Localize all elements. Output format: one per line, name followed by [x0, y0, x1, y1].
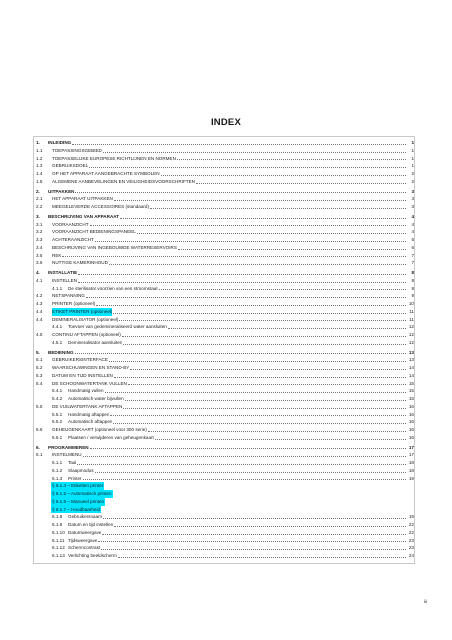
toc-entry-number: 4.5.1	[52, 339, 63, 345]
toc-leader-dots	[123, 344, 406, 345]
toc-entry-page: 1	[411, 140, 414, 145]
toc-entry[interactable]	[36, 213, 414, 221]
toc-entry-title: Handmatig aftappen	[68, 411, 110, 417]
toc-leader-dots	[161, 175, 406, 176]
toc-entry[interactable]	[36, 300, 414, 308]
toc-entry[interactable]	[36, 380, 414, 388]
toc-entry-page: 3	[411, 204, 414, 209]
toc-entry-page: 5	[411, 237, 414, 242]
toc-entry[interactable]	[36, 521, 414, 529]
toc-entry[interactable]	[36, 308, 414, 316]
toc-leader-dots	[123, 408, 406, 409]
toc-entry-page: 16	[408, 434, 414, 440]
toc-leader-dots	[102, 534, 406, 535]
toc-entry-title: Automatisch aftappen	[68, 419, 113, 425]
toc-entry[interactable]	[36, 506, 414, 514]
toc-entry[interactable]	[36, 277, 414, 285]
toc-entry-number: 3.6	[36, 260, 43, 266]
toc-entry-page: 16	[408, 411, 414, 417]
toc-entry[interactable]	[36, 372, 414, 380]
toc-entry[interactable]	[36, 188, 414, 196]
toc-entry-number: 5.6.1	[52, 434, 63, 440]
toc-entry-page: 23	[408, 545, 414, 551]
toc-entry-title: MEEGELEVERDE ACCESSOIRES (standaard)	[52, 204, 150, 209]
toc-entry-title: § 6.1.6 – Manueel printen	[52, 498, 105, 504]
toc-entry-title: Datumweergave	[68, 529, 102, 535]
toc-entry[interactable]	[36, 139, 414, 147]
toc-entry-page: 6	[411, 244, 414, 250]
toc-entry[interactable]	[36, 356, 414, 364]
toc-entry-page: 3	[411, 188, 414, 194]
toc-entry[interactable]	[36, 537, 414, 545]
toc-entry-title: Toevoer van gedemineraliseerd water aansluiten	[68, 324, 167, 330]
toc-entry-title: ALGEMENE AANBEVELINGEN EN VEILIGHEIDSVOORSCHRIFTEN	[52, 178, 195, 184]
toc-entry-page: 4	[411, 221, 414, 227]
toc-entry-page: 10	[408, 301, 414, 306]
toc-entry-page: 1	[411, 155, 414, 161]
toc-entry-page: 15	[408, 396, 414, 401]
toc-entry[interactable]	[36, 155, 414, 163]
toc-leader-dots	[86, 297, 406, 298]
toc-entry-title: TOEPASSINGSGEBIED	[52, 147, 102, 153]
toc-entry-page: 16	[408, 403, 414, 409]
toc-entry-number: 4.4	[36, 316, 43, 322]
toc-entry-title: § 6.1.5 – Automatisch printen	[52, 491, 112, 496]
toc-leader-dots	[83, 479, 406, 480]
toc-leader-dots	[109, 361, 406, 362]
toc-entry-title: DE SCHOONWATERTANK VULLEN	[52, 380, 127, 386]
toc-entry-title: BESCHRIJVING VAN INGEBOUWDE WATERRESERVOIRS	[52, 244, 177, 250]
toc-entry-page: 14	[408, 365, 414, 370]
toc-entry[interactable]	[36, 170, 414, 178]
toc-entry-number: 5.5.1	[52, 411, 63, 417]
toc-entry-title: Gebruikersnaam	[68, 514, 102, 520]
toc-leader-dots	[72, 144, 406, 145]
toc-entry-page: 3	[411, 196, 414, 202]
toc-leader-dots	[150, 208, 406, 209]
toc-entry[interactable]	[36, 482, 414, 490]
toc-entry-title: § 6.1.7 – Houdbaarheid	[52, 506, 101, 512]
toc-leader-dots	[90, 448, 406, 449]
toc-entry-title: Taal	[68, 460, 77, 465]
toc-entry-page: 1	[411, 163, 414, 169]
toc-entry-title: Plaatsen / verwijderen van geheugenkaart	[68, 434, 154, 440]
toc-entry[interactable]	[36, 252, 414, 260]
toc-entry-number: 5.5	[36, 403, 43, 409]
toc-entry[interactable]	[36, 221, 414, 229]
toc-entry-number: 6.	[36, 444, 40, 450]
toc-leader-dots	[120, 218, 406, 219]
toc-leader-dots	[118, 557, 406, 558]
toc-entry[interactable]	[36, 552, 414, 560]
toc-entry-title: § 6.1.4 – Etiketten printer	[52, 483, 104, 489]
toc-entry-number: 6.1.3	[52, 475, 63, 481]
toc-leader-dots	[114, 377, 406, 378]
toc-entry[interactable]	[36, 228, 414, 236]
toc-entry-title: VOORAANZICHT	[52, 221, 89, 227]
toc-entry-title: CONTINU AFTAPPEN (optioneel)	[52, 332, 121, 337]
toc-entry-title: INSTELMENU	[52, 452, 82, 458]
toc-entry-page: 7	[411, 260, 414, 266]
toc-entry-number: 3.5	[36, 252, 43, 258]
toc-entry-number: 3.1	[36, 221, 43, 227]
toc-entry-number: 2.	[36, 188, 40, 194]
toc-entry-title: PROGRAMMEREN	[48, 444, 89, 450]
toc-leader-dots	[101, 549, 406, 550]
toc-entry-number: 5.1	[36, 357, 43, 363]
toc-entry-number: 6.1.9	[52, 522, 63, 527]
toc-entry[interactable]	[36, 529, 414, 537]
toc-entry-number: 3.	[36, 213, 40, 219]
toc-leader-dots	[110, 415, 406, 416]
toc-leader-dots	[75, 353, 406, 354]
toc-entry[interactable]	[36, 467, 414, 475]
toc-entry-title: PRINTER (optioneel)	[52, 301, 96, 306]
toc-leader-dots	[113, 423, 406, 424]
toc-entry[interactable]	[36, 203, 414, 211]
toc-entry-page: 17	[408, 452, 414, 458]
toc-leader-dots	[125, 400, 406, 401]
toc-entry-title: Demineralisator aansluiten	[68, 339, 123, 345]
toc-entry[interactable]	[36, 331, 414, 339]
toc-entry-title: INLEIDING	[48, 140, 72, 145]
toc-entry[interactable]	[36, 544, 414, 552]
toc-leader-dots	[109, 264, 406, 265]
toc-entry-page: 23	[408, 537, 414, 543]
toc-entry[interactable]	[36, 269, 414, 277]
toc-entry-number: 6.1.2	[52, 467, 63, 473]
toc-entry-number: 4.3	[36, 301, 43, 306]
toc-entry-page: 16	[408, 427, 414, 432]
toc-entry-page: 8	[411, 277, 414, 283]
toc-entry-page: 15	[408, 380, 414, 386]
toc-leader-dots	[98, 541, 406, 542]
toc-entry-title: ETIKET PRINTER (optioneel)	[52, 308, 113, 314]
toc-entry-title: De sterilisator voorzien van een stroomstaat	[68, 285, 158, 291]
toc-entry-page: 14	[408, 372, 414, 378]
toc-entry-page: 19	[408, 475, 414, 481]
toc-entry-title: UITPAKKEN	[48, 188, 75, 194]
toc-entry-number: 4.4.1	[52, 324, 63, 330]
toc-entry-number: 5.	[36, 349, 40, 355]
toc-leader-dots	[78, 282, 406, 283]
toc-entry[interactable]	[36, 475, 414, 483]
toc-leader-dots	[103, 518, 406, 519]
toc-entry-title: DEMINERALISATOR (optioneel)	[52, 316, 119, 322]
toc-entry-number: 6.1.13	[52, 553, 65, 558]
toc-entry-title: Printer	[68, 475, 82, 481]
toc-entry-title: NUTTIGE KAMERINHOUD	[52, 260, 108, 266]
toc-leader-dots	[113, 313, 406, 314]
toc-leader-dots	[95, 472, 406, 473]
toc-entry-title: BESCHRIJVING VAN APPARAAT	[48, 213, 120, 219]
toc-entry[interactable]	[36, 244, 414, 252]
toc-entry-title: INSTELLEN	[52, 277, 78, 283]
toc-entry-number: 1.3	[36, 163, 43, 169]
toc-entry-page: 18	[408, 467, 414, 473]
toc-leader-dots	[103, 152, 406, 153]
toc-entry-title: VOORAANZICHT BEDIENINGSPANEEL	[52, 229, 136, 235]
toc-leader-dots	[77, 464, 406, 465]
toc-entry-title: Tijdsweergave	[68, 537, 98, 543]
toc-entry-number: 5.6	[36, 427, 43, 432]
toc-entry[interactable]	[36, 323, 414, 331]
toc-entry-title: Datum en tijd instellen	[68, 522, 114, 527]
toc-entry-page: 19	[408, 514, 414, 520]
toc-leader-dots	[90, 225, 406, 226]
toc-entry[interactable]	[36, 147, 414, 155]
toc-leader-dots	[78, 274, 406, 275]
toc-entry-title: INSTALLATIE	[48, 270, 78, 275]
toc-entry-number: 1.4	[36, 171, 43, 176]
toc-entry-title: NETSPANNING	[52, 293, 85, 299]
toc-entry-page: 4	[411, 229, 414, 235]
toc-entry[interactable]	[36, 162, 414, 170]
toc-entry-title: Handmatig vullen	[68, 388, 104, 394]
toc-entry-page: 1	[411, 147, 414, 153]
toc-entry-number: 4.5	[36, 332, 43, 337]
toc-entry-page: 18	[408, 460, 414, 465]
toc-entry-title: HET APPARAAT UITPAKKEN	[52, 196, 113, 202]
toc-leader-dots	[122, 336, 406, 337]
toc-leader-dots	[196, 183, 406, 184]
toc-entry[interactable]	[36, 418, 414, 426]
toc-leader-dots	[95, 241, 406, 242]
toc-leader-dots	[159, 289, 406, 290]
toc-entry[interactable]	[36, 426, 414, 434]
toc-entry-number: 4.2	[36, 293, 43, 299]
toc-entry-page: 17	[408, 444, 414, 450]
toc-entry-number: 5.4.2	[52, 396, 63, 401]
toc-entry-page: 11	[409, 308, 414, 314]
toc-entry-number: 5.3	[36, 372, 43, 378]
toc-entry-page: 15	[408, 388, 414, 394]
toc-entry-number: 6.1.10	[52, 529, 65, 535]
toc-entry-title: DE VUILWATERTANK AFTAPPEN	[52, 403, 123, 409]
toc-entry-number: 2.2	[36, 204, 43, 209]
toc-entry[interactable]	[36, 259, 414, 267]
toc-entry-number: 6.1.12	[52, 545, 65, 551]
toc-entry-title: ACHTERAANZICHT	[52, 237, 94, 242]
toc-entry-page: 22	[408, 522, 414, 527]
toc-leader-dots	[83, 456, 406, 457]
toc-entry-title: GEBRUIKSDOEL	[52, 163, 89, 169]
toc-entry-page: 12	[408, 324, 414, 330]
toc-entry-title: GEHEUGENKAART (optioneel voor 300 serie)	[52, 427, 147, 432]
toc-entry-number: 3.4	[36, 244, 43, 250]
toc-entry-number: 4.	[36, 270, 40, 275]
toc-leader-dots	[128, 384, 406, 385]
toc-leader-dots	[114, 526, 406, 527]
toc-entry-number: 4.4	[36, 308, 43, 314]
toc-entry-number: 6.1	[36, 452, 43, 458]
toc-entry[interactable]	[36, 178, 414, 186]
toc-entry-page: 2	[411, 178, 414, 184]
toc-entry-title: Automatisch water bijvullen	[68, 396, 124, 401]
toc-entry-number: 6.1.11	[52, 537, 65, 543]
toc-entry-title: BEDIENING	[48, 349, 74, 355]
toc-entry-title: REK	[52, 252, 62, 258]
toc-entry[interactable]	[36, 349, 414, 357]
toc-entry[interactable]	[36, 459, 414, 467]
toc-entry-number: 2.1	[36, 196, 43, 202]
toc-entry-page: 4	[411, 213, 414, 219]
toc-leader-dots	[75, 192, 406, 193]
toc-entry-title: OP HET APPARAAT AANGEBRACHTE SYMBOLEN	[52, 171, 160, 176]
toc-leader-dots	[177, 159, 406, 160]
toc-entry-number: 3.2	[36, 229, 43, 235]
toc-entry[interactable]	[36, 292, 414, 300]
toc-leader-dots	[155, 439, 406, 440]
toc-leader-dots	[105, 392, 406, 393]
toc-leader-dots	[178, 249, 406, 250]
toc-entry-page: 8	[411, 285, 414, 291]
toc-entry-page: 13	[408, 357, 414, 363]
toc-entry-number: 6.1.8	[52, 514, 63, 520]
toc-leader-dots	[168, 328, 406, 329]
toc-entry-number: 5.2	[36, 365, 43, 370]
toc-entry-page: 9	[411, 293, 414, 299]
toc-entry[interactable]	[36, 387, 414, 395]
toc-entry-number: 6.1.1	[52, 460, 63, 465]
toc-entry-title: DATUM EN TIJD INSTELLEN	[52, 372, 113, 378]
toc-entry[interactable]	[36, 451, 414, 459]
toc-leader-dots	[96, 305, 406, 306]
toc-entry-number: 3.3	[36, 237, 43, 242]
toc-entry-page: 16	[408, 419, 414, 425]
toc-leader-dots	[119, 320, 406, 321]
toc-entry[interactable]	[36, 285, 414, 293]
toc-entry[interactable]	[36, 195, 414, 203]
toc-entry-page: 2	[411, 171, 414, 176]
toc-entry-number: 1.1	[36, 147, 43, 153]
table-of-contents	[36, 139, 414, 560]
toc-entry[interactable]	[36, 444, 414, 452]
toc-entry-page: 13	[408, 349, 414, 355]
toc-entry-number: 5.5.2	[52, 419, 63, 425]
toc-entry[interactable]	[36, 339, 414, 347]
toc-leader-dots	[114, 200, 406, 201]
toc-entry-number: 5.4	[36, 380, 43, 386]
toc-entry-page: 24	[408, 553, 414, 558]
toc-entry[interactable]	[36, 364, 414, 372]
toc-entry[interactable]	[36, 395, 414, 403]
toc-entry[interactable]	[36, 236, 414, 244]
toc-leader-dots	[148, 431, 406, 432]
toc-leader-dots	[137, 233, 406, 234]
toc-entry-title: TOEPASSELIJKE EUROPESE RICHTLIJNEN EN NORMEN	[52, 155, 176, 161]
toc-entry[interactable]	[36, 434, 414, 442]
toc-entry[interactable]	[36, 498, 414, 506]
toc-entry-number: 1.2	[36, 155, 43, 161]
toc-entry-title: GEBRUIKERSINTERFACE	[52, 357, 108, 363]
page-number: iii	[424, 599, 428, 604]
toc-entry-page: 12	[408, 339, 414, 345]
toc-entry[interactable]	[36, 411, 414, 419]
toc-leader-dots	[130, 369, 406, 370]
toc-entry-title: Schermcontrast	[68, 545, 101, 551]
toc-entry-number: 4.1	[36, 277, 43, 283]
toc-entry-page: 11	[409, 316, 414, 322]
page-title: INDEX	[210, 117, 242, 128]
toc-leader-dots	[89, 167, 406, 168]
toc-entry-number: 1.	[36, 140, 40, 145]
toc-entry-page: 12	[408, 332, 414, 337]
toc-entry-title: Verlichting beeldscherm	[68, 553, 117, 558]
toc-entry-title: Slaapmodus	[68, 467, 94, 473]
toc-entry[interactable]	[36, 403, 414, 411]
toc-entry-title: WAARSCHUWINGEN EN STAND-BY	[52, 365, 130, 370]
toc-entry-page: 8	[411, 270, 414, 275]
toc-entry-page: 7	[411, 252, 414, 258]
toc-leader-dots	[62, 256, 406, 257]
toc-entry-number: 1.5	[36, 178, 43, 184]
toc-entry[interactable]	[36, 513, 414, 521]
toc-entry-page: 22	[408, 529, 414, 535]
toc-entry-number: 4.1.1	[52, 285, 63, 291]
toc-entry[interactable]	[36, 316, 414, 324]
toc-entry-number: 5.4.1	[52, 388, 63, 394]
toc-entry[interactable]	[36, 490, 414, 498]
